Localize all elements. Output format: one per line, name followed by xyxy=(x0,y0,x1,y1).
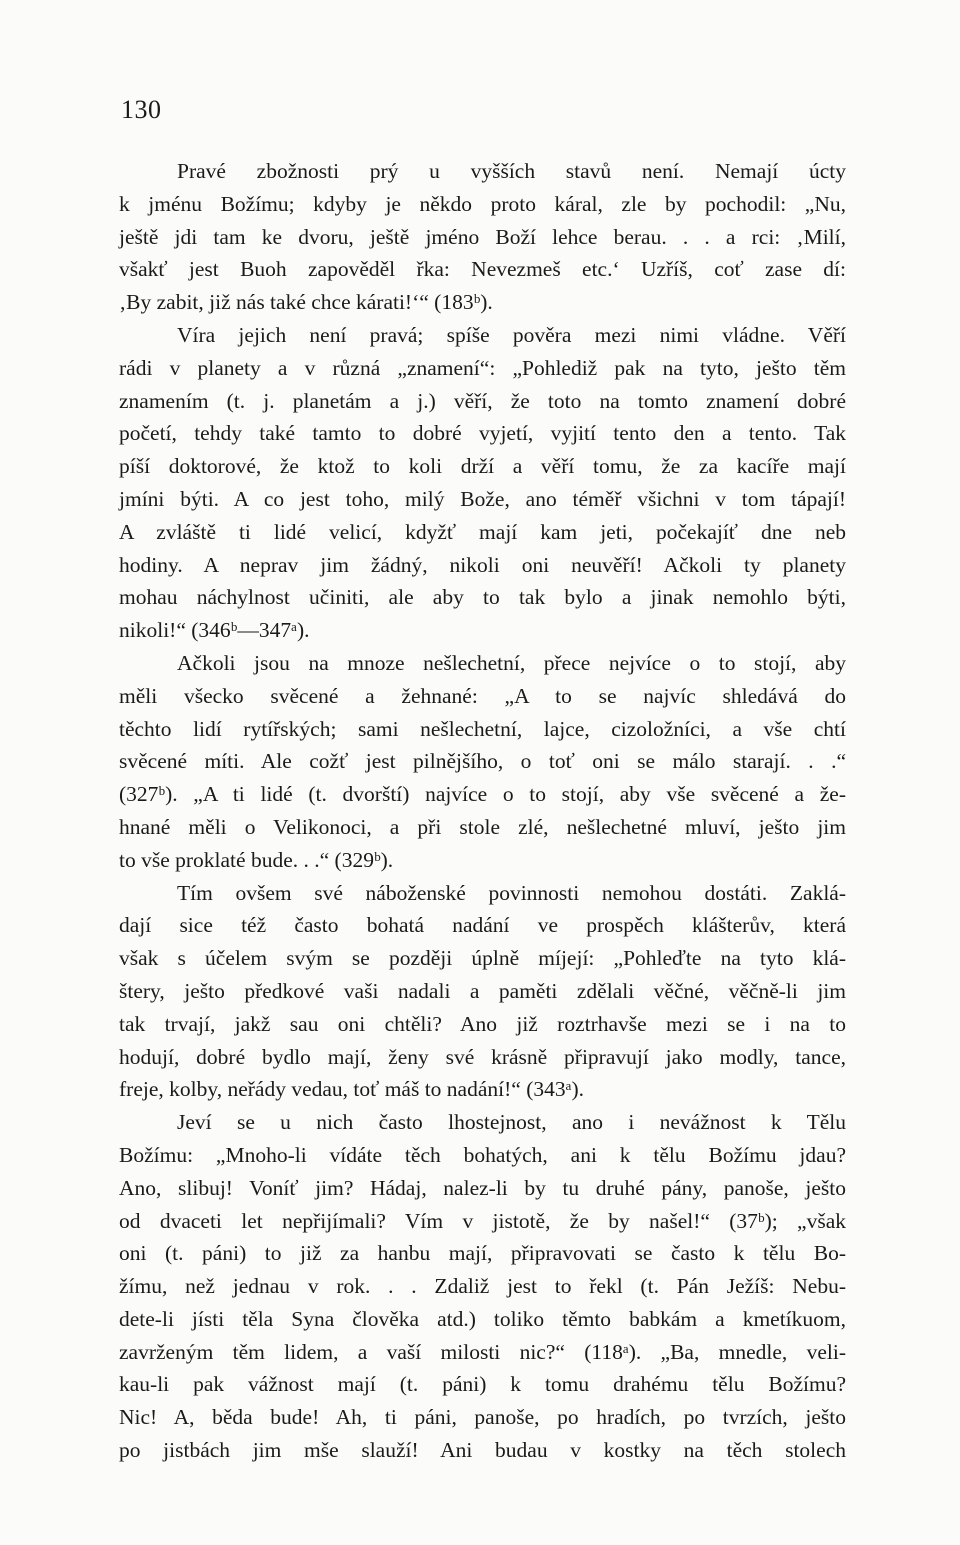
text-line: hodiny. A neprav jim žádný, nikoli oni neuvěří! Ačkoli ty planety xyxy=(119,552,846,577)
text-line: to vše proklaté bude. . .“ (329ᵇ). xyxy=(119,847,394,872)
text-line: mohau náchylnost učiniti, ale aby to tak bylo a jinak nemohlo býti, xyxy=(119,585,846,610)
text-line: všakť jest Buoh zapověděl řka: Nevezmeš etc.‘ Uzříš, coť zase dí: xyxy=(119,257,846,282)
text-line: znamením (t. j. planetám a j.) věří, že toto na tomto znamení dobré xyxy=(119,388,846,413)
text-line: tak trvají, jakž sau oni chtěli? Ano již roztrhavše mezi se i na to xyxy=(119,1011,846,1036)
text-line: oni (t. páni) to již za hanbu mají, připravovati se často k tělu Bo- xyxy=(119,1241,846,1266)
text-line: však s účelem svým se později úplně míjejí: „Pohleďte na tyto klá- xyxy=(119,946,846,971)
text-line: píší doktorové, že ktož to koli drží a věří tomu, že za kacíře mají xyxy=(119,454,846,479)
text-line: početí, tehdy také tamto to dobré vyjetí, vyjití tento den a tento. Tak xyxy=(119,421,846,446)
text-line: k jménu Božímu; kdyby je někdo proto káral, zle by pochodil: „Nu, xyxy=(119,191,846,216)
text-line: Víra jejich není pravá; spíše pověra mezi nimi vládne. Věří xyxy=(177,322,846,347)
text-line: rádi v planety a v různá „znamení“: „Pohlediž pak na tyto, ješto těm xyxy=(119,355,846,380)
text-line: kau-li pak vážnost mají (t. páni) k tomu drahému tělu Božímu? xyxy=(119,1372,846,1397)
page-number: 130 xyxy=(121,95,162,124)
text-line: Ano, slibuj! Voníť jim? Hádaj, nalez-li by tu druhé pány, panoše, ješto xyxy=(119,1175,846,1200)
text-line: freje, kolby, neřády vedau, toť máš to nadání!“ (343ᵃ). xyxy=(119,1077,585,1102)
text-line: (327ᵇ). „A ti lidé (t. dvorští) najvíce o to stojí, aby vše svěcené a že- xyxy=(119,782,846,807)
text-line: nikoli!“ (346ᵇ—347ᵃ). xyxy=(119,618,310,643)
text-line: ‚By zabit, již nás také chce kárati!‘“ (183ᵇ). xyxy=(119,290,493,315)
text-line: dete-li jísti těla Syna člověka atd.) toliko těmto babkám a kmetíkuom, xyxy=(119,1306,846,1331)
text-line: Ačkoli jsou na mnoze nešlechetní, přece nejvíce o to stojí, aby xyxy=(177,650,846,675)
text-line: štery, ješto předkové vaši nadali a paměti zdělali věčné, věčně-li jim xyxy=(119,978,846,1003)
text-line: jmíni býti. A co jest toho, milý Bože, ano téměř všichni v tom tápají! xyxy=(119,486,846,511)
text-line: Jeví se u nich často lhostejnost, ano i nevážnost k Tělu xyxy=(177,1110,846,1135)
text-line: po jistbách jim mše slauží! Ani budau v kostky na těch stolech xyxy=(119,1438,846,1463)
text-line: měli všecko svěcené a žehnané: „A to se najvíc shledává do xyxy=(119,683,846,708)
text-line: od dvaceti let nepřijímali? Vím v jistotě, že by našel!“ (37ᵇ); „však xyxy=(119,1208,846,1233)
text-line: Tím ovšem své náboženské povinnosti nemohou dostáti. Zaklá- xyxy=(177,880,846,905)
text-line: Nic! A, běda bude! Ah, ti páni, panoše, po hradích, po tvrzích, ješto xyxy=(119,1405,846,1430)
text-line: zavrženým těm lidem, a vaší milosti nic?“ (118ᵃ). „Ba, mnedle, veli- xyxy=(119,1339,846,1364)
text-line: A zvláště ti lidé velicí, kdyžť mají kam jeti, počekajíť dne neb xyxy=(119,519,846,544)
text-line: svěcené míti. Ale cožť jest pilnějšího, o toť oni se málo starají. . .“ xyxy=(119,749,846,774)
body-text xyxy=(119,155,846,1467)
text-line: žímu, než jednau v rok. . . Zdaliž jest to řekl (t. Pán Ježíš: Nebu- xyxy=(119,1274,846,1299)
text-line: Pravé zbožnosti prý u vyšších stavů není. Nemají úcty xyxy=(177,159,846,183)
text-line: Božímu: „Mnoho-li vídáte těch bohatých, ani k tělu Božímu jdau? xyxy=(119,1142,846,1167)
text-line: ještě jdi tam ke dvoru, ještě jméno Boží lehce berau. . . a rci: ‚Milí, xyxy=(119,224,846,249)
text-line: těchto lidí rytířských; sami nešlechetní, lajce, cizoložníci, a vše chtí xyxy=(119,716,846,741)
text-line: hodují, dobré bydlo mají, ženy své krásně připravují jako modly, tance, xyxy=(119,1044,846,1069)
text-line: dají sice též často bohatá nadání ve prospěch klášterův, která xyxy=(119,913,846,938)
text-line: hnané měli o Velikonoci, a při stole zlé, nešlechetné mluví, ješto jim xyxy=(119,814,846,839)
